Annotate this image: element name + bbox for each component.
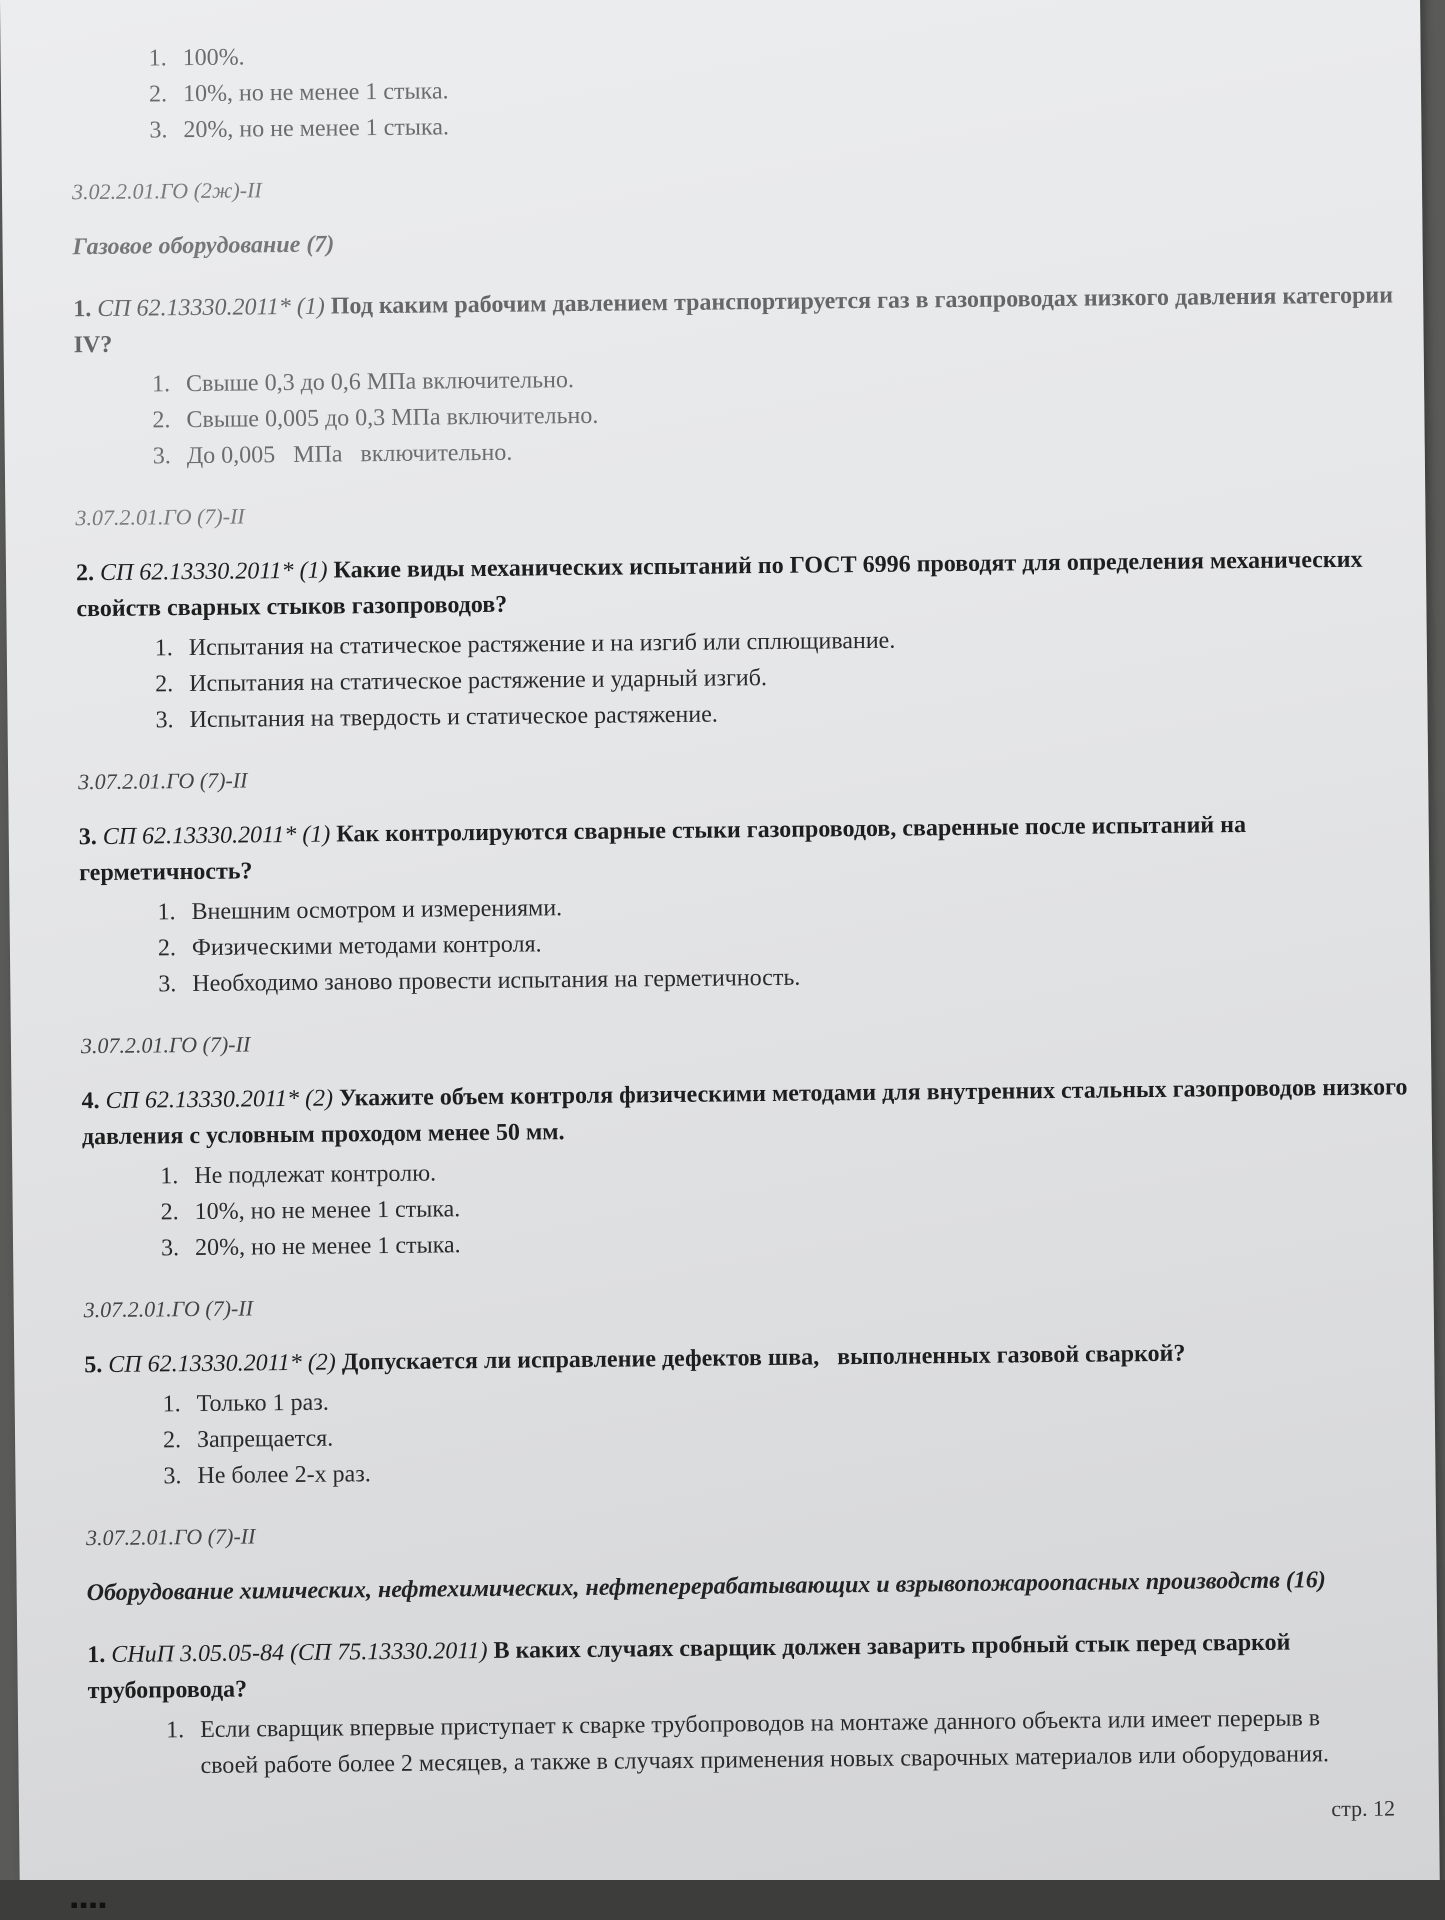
section-title: Оборудование химических, нефтехимических, нефтеперерабатывающих и взрывопожароопасных производств (16) <box>86 1567 1326 1607</box>
question-3: 3. СП 62.13330.2011* (1) Как контролируются сварные стыки газопроводов, сваренные после испытаний на герметичность? <box>78 811 1247 887</box>
question-code: 3.07.2.01.ГО (7)-II <box>85 1523 256 1551</box>
question-text: Какие виды механических испытаний по ГОСТ 6996 проводят для определения механических свойств сварных стыков газопроводов? <box>76 546 1363 623</box>
option: 2. Запрещается. <box>162 1425 334 1454</box>
question-text: Допускается ли исправление дефектов шва, выполненных газовой сваркой? <box>341 1340 1186 1376</box>
option: 3. Необходимо заново провести испытания на герметичность. <box>158 964 801 998</box>
corner-mark-icon: ▪▪▪▪ <box>70 1897 108 1913</box>
option: 3. 20%, но не менее 1 стыка. <box>149 114 450 144</box>
question-text: Укажите объем контроля физическими методами для внутренних стальных газопроводов низкого давления с условным проходом менее 50 мм. <box>81 1074 1408 1151</box>
option: 2. 10%, но не менее 1 стыка. <box>148 78 449 108</box>
option: 2. Свыше 0,005 до 0,3 МПа включительно. <box>152 402 599 434</box>
question-2: 2. СП 62.13330.2011* (1) Какие виды механических испытаний по ГОСТ 6996 проводят для определения механических свойств сварных стыков газопроводов? <box>75 546 1363 623</box>
question-reference: СП 62.13330.2011* (1) <box>102 821 331 850</box>
option: 3. До 0,005 МПа включительно. <box>152 439 513 470</box>
top-options <box>70 27 1401 149</box>
question-code: 3.07.2.01.ГО (7)-II <box>78 767 248 795</box>
option: 2. Физическими методами контроля. <box>157 931 542 962</box>
question-code: 3.07.2.01.ГО (7)-II <box>75 503 245 531</box>
option: 3. Испытания на твердость и статическое растяжение. <box>155 701 718 734</box>
option: 1. Если сварщик впервые приступает к сварке трубопроводов на монтаже данного объекта или имеет перерыв в своей работе более 2 месяцев, а также в случаях применения новых сварочных материалов или оборудования. <box>165 1705 1330 1779</box>
question-1: 1. СП 62.13330.2011* (1) Под каким рабочим давлением транспортируется газ в газопроводах низкого давления категории IV? <box>73 282 1394 359</box>
question-4: 4. СП 62.13330.2011* (2) Укажите объем контроля физическими методами для внутренних стальных газопроводов низкого давления с условным проходом менее 50 мм. <box>81 1074 1408 1151</box>
question-code: 3.07.2.01.ГО (7)-II <box>80 1031 251 1059</box>
question-6: 1. СНиП 3.05.05-84 (СП 75.13330.2011) В каких случаях сварщик должен заварить пробный стык перед сваркой трубопровода? <box>87 1629 1291 1705</box>
question-text: Под каким рабочим давлением транспортируется газ в газопроводах низкого давления категории IV? <box>73 282 1394 359</box>
question-reference: СНиП 3.05.05-84 (СП 75.13330.2011) <box>111 1637 488 1668</box>
option: 2. 10%, но не менее 1 стыка. <box>160 1196 461 1226</box>
question-reference: СП 62.13330.2011* (2) <box>108 1349 336 1378</box>
option: 1. Только 1 раз. <box>162 1389 329 1418</box>
question-5: 5. СП 62.13330.2011* (2) Допускается ли исправление дефектов шва, выполненных газовой сваркой? <box>84 1340 1186 1379</box>
question-code: 3.02.2.01.ГО (2ж)-II <box>71 177 262 205</box>
option: 1. Внешним осмотром и измерениями. <box>157 895 563 926</box>
option: 1. Не подлежат контролю. <box>160 1160 437 1190</box>
question-reference: СП 62.13330.2011* (1) <box>97 293 325 322</box>
section-title: Газовое оборудование (7) <box>72 231 335 261</box>
option: 2. Испытания на статическое растяжение и ударный изгиб. <box>155 665 768 698</box>
page-content <box>70 25 1418 1785</box>
question-reference: СП 62.13330.2011* (2) <box>105 1085 334 1114</box>
option: 1. Испытания на статическое растяжение и на изгиб или сплющивание. <box>154 627 896 662</box>
question-text: Как контролируются сварные стыки газопроводов, сваренные после испытаний на герметичность? <box>79 811 1247 887</box>
question-code: 3.07.2.01.ГО (7)-II <box>83 1295 254 1323</box>
background-surface <box>0 1880 1445 1920</box>
option: 3. 20%, но не менее 1 стыка. <box>160 1232 461 1262</box>
page-number: стр. 12 <box>1331 1795 1396 1822</box>
option: 3. Не более 2-х раз. <box>163 1461 371 1490</box>
question-reference: СП 62.13330.2011* (1) <box>99 557 328 586</box>
option: 1. Свыше 0,3 до 0,6 МПа включительно. <box>151 367 575 398</box>
question-text: В каких случаях сварщик должен заварить пробный стык перед сваркой трубопровода? <box>87 1629 1291 1705</box>
option: 1. 100%. <box>148 44 245 72</box>
